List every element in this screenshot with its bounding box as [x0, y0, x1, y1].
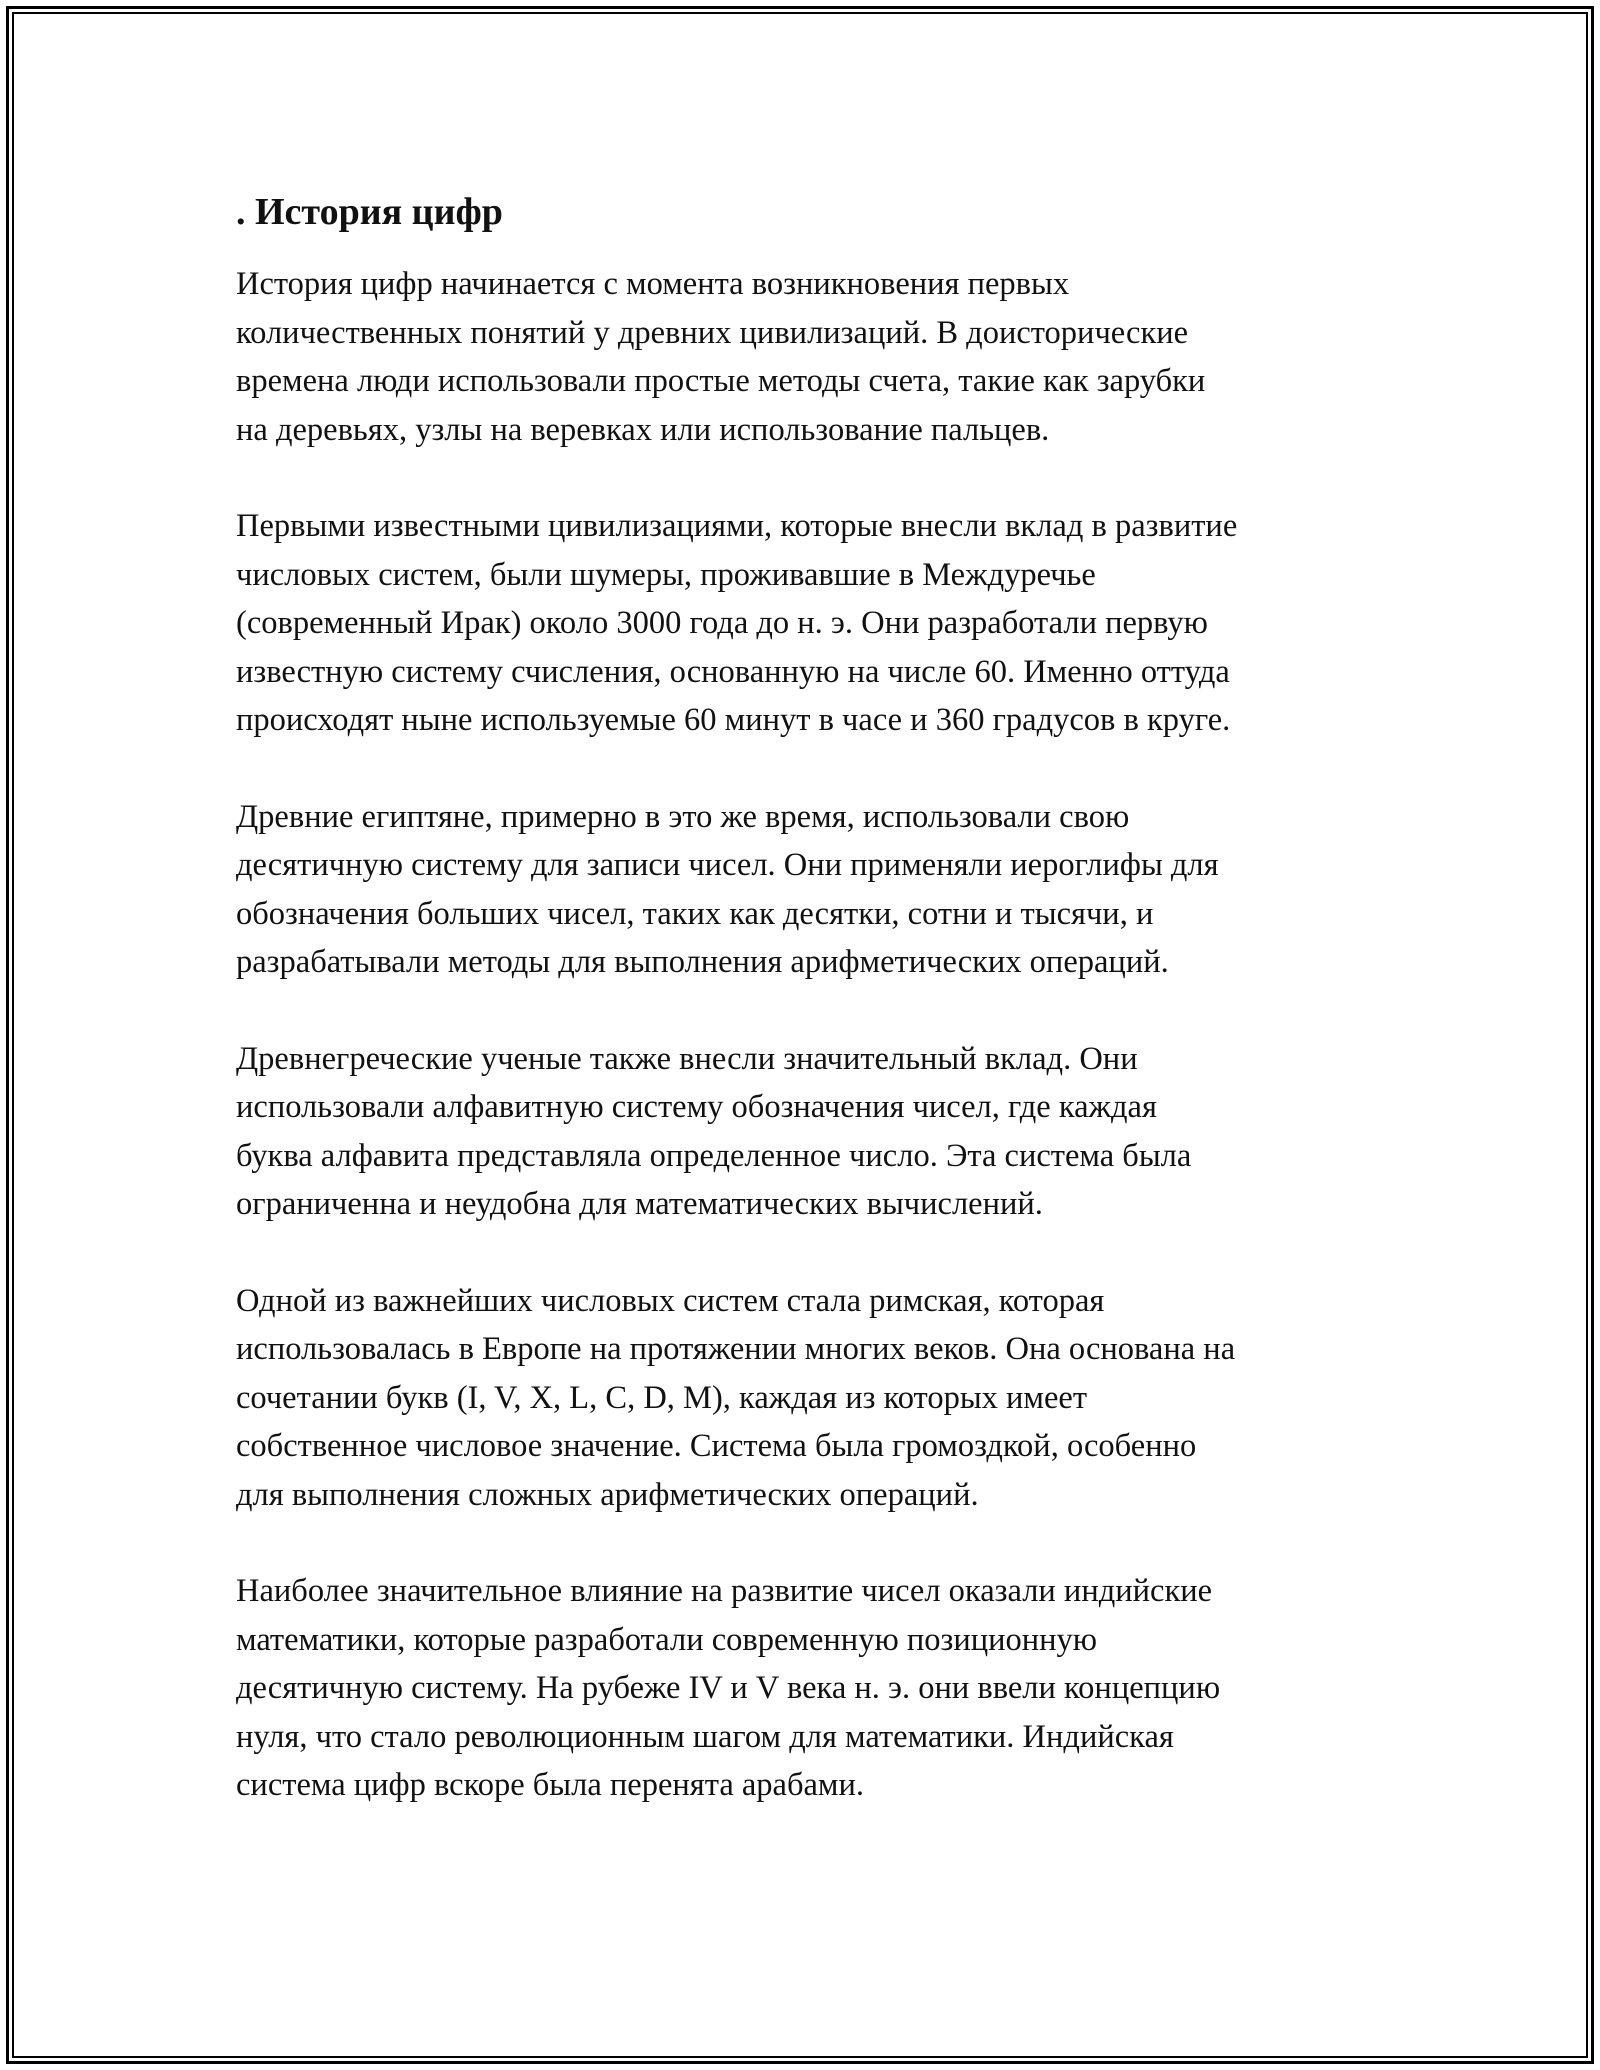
paragraph-line: числовых систем, были шумеры, проживавшие в Междуречье — [236, 556, 1096, 593]
paragraph-line: времена люди использовали простые методы счета, такие как зарубки — [236, 363, 1206, 399]
paragraph-line: История цифр начинается с момента возникновения первых — [236, 266, 1070, 302]
paragraph — [236, 260, 1396, 454]
paragraph-line: для выполнения сложных арифметических операций. — [236, 1476, 979, 1513]
paragraph-line: Древнегреческие ученые также внесли значительный вклад. Они — [236, 1040, 1138, 1077]
document-title: . История цифр — [236, 191, 503, 233]
paragraph-line: собственное числовое значение. Система была громоздкой, особенно — [236, 1428, 1197, 1464]
paragraph-line: использовали алфавитную систему обозначения чисел, где каждая — [236, 1089, 1157, 1125]
paragraph-line: десятичную систему. На рубеже IV и V века н. э. они ввели концепцию — [236, 1670, 1221, 1706]
paragraph-line: нуля, что стало революционным шагом для математики. Индийская — [236, 1718, 1174, 1755]
paragraph — [236, 1277, 1396, 1520]
paragraph-line: на деревьях, узлы на веревках или использование пальцев. — [236, 411, 1050, 448]
paragraph-line: десятичную систему для записи чисел. Они применяли иероглифы для — [236, 847, 1219, 883]
paragraph-line: Первыми известными цивилизациями, которые внесли вклад в развитие — [236, 508, 1238, 544]
paragraph — [236, 1567, 1396, 1810]
paragraph-line: количественных понятий у древних цивилизаций. В доисторические — [236, 314, 1189, 351]
paragraph-line: Наиболее значительное влияние на развитие чисел оказали индийские — [236, 1573, 1213, 1609]
paragraph-line: буква алфавита представляла определенное число. Эта система была — [236, 1137, 1192, 1174]
paragraph-line: Древние египтяне, примерно в это же время, использовали свою — [236, 798, 1130, 835]
paragraph-line: сочетании букв (I, V, X, L, C, D, M), каждая из которых имеет — [236, 1379, 1088, 1416]
paragraph-line: разрабатывали методы для выполнения арифметических операций. — [236, 944, 1169, 980]
paragraph — [236, 502, 1396, 745]
paragraph-line: обозначения больших чисел, таких как десятки, сотни и тысячи, и — [236, 895, 1154, 932]
paragraph — [236, 793, 1396, 987]
paragraph-line: ограниченна и неудобна для математических вычислений. — [236, 1186, 1043, 1222]
paragraph-line: известную систему счисления, основанную на числе 60. Именно оттуда — [236, 653, 1230, 690]
paragraph-line: система цифр вскоре была перенята арабами. — [236, 1767, 865, 1803]
paragraph-line: математики, которые разработали современную позиционную — [236, 1621, 1098, 1658]
document-body — [236, 184, 1396, 1858]
paragraph-line: (современный Ирак) около 3000 года до н. э. Они разработали первую — [236, 605, 1208, 641]
paragraph-line: использовалась в Европе на протяжении многих веков. Она основана на — [236, 1331, 1236, 1367]
paragraph-list — [236, 260, 1396, 1810]
paragraph — [236, 1035, 1396, 1229]
paragraph-line: происходят ныне используемые 60 минут в часе и 360 градусов в круге. — [236, 702, 1231, 738]
paragraph-line: Одной из важнейших числовых систем стала римская, которая — [236, 1282, 1105, 1319]
